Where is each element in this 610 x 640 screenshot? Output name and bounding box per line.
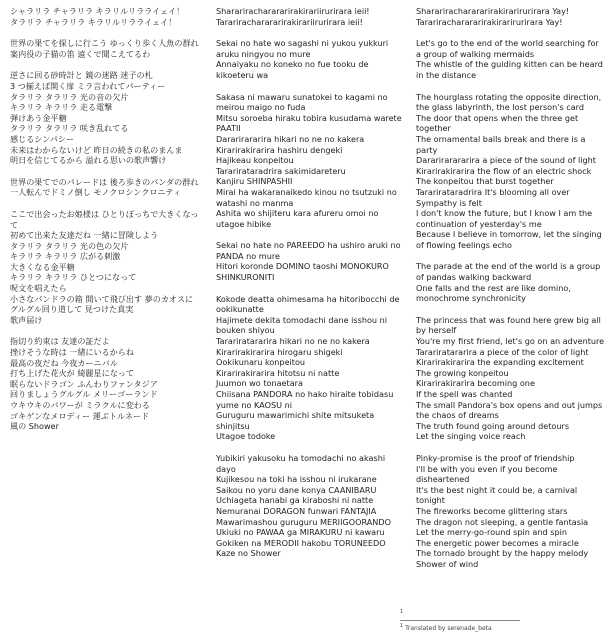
footnote-divider: [400, 620, 520, 621]
japanese-stanza: [10, 177, 200, 198]
japanese-lyric-line: 3 つ揃えば開く扉 ミラ言われてパーティー: [10, 80, 166, 91]
japanese-lyric-line: 明日を信じてるから 溢れる思いの歌声響け: [10, 155, 167, 166]
romaji-stanza: [216, 38, 406, 80]
english-lyric-line: Shower of wind: [416, 558, 479, 569]
english-stanza: [416, 92, 606, 251]
japanese-lyric-line: キラリラ キラリラ ひとつになって: [10, 272, 137, 283]
japanese-lyric-line: 弾けあう金平糖: [10, 112, 67, 123]
english-stanza: [416, 315, 606, 442]
romaji-lyric-line: Ashita wo shijiteru kara afureru omoi no utagoe hibike: [216, 208, 379, 229]
japanese-lyric-line: 一人転んでドミノ倒し モノクロシンクロニティ: [10, 187, 182, 198]
japanese-lyric-line: 最高の夜だね 今夜カーニバル: [10, 357, 118, 368]
english-lyric-line: Kirarirakirarira the expanding excitement: [416, 357, 584, 368]
japanese-lyric-line: 初めて出来た友達だね 一緒に冒険しよう: [10, 230, 159, 241]
english-stanza: [416, 261, 606, 303]
english-lyric-line: The hourglass rotating the opposite direction, the glass labyrinth, the lost person's card: [416, 91, 602, 113]
romaji-lyric-line: Uchiageta hanabi ga kiraboshi ni natte: [216, 495, 374, 506]
japanese-lyric-line: 逆さに回る砂時計と 鏡の迷路 迷子の札: [10, 70, 153, 81]
japanese-stanza: [10, 38, 200, 59]
romaji-lyric-line: Mirai ha wakaranaikedo kinou no tsutzuki no watashi no manma: [216, 186, 397, 208]
english-lyric-line: Let the merry-go-round spin and spin: [416, 527, 567, 538]
english-lyric-line: The whistle of the guiding kitten can be heard in the distance: [416, 59, 603, 80]
english-lyric-line: The ornamental balls break and there is a party: [416, 133, 586, 155]
japanese-lyrics-column: [10, 6, 200, 443]
japanese-lyric-line: 眠らないドラゴン ふんわりファンタジア: [10, 378, 158, 389]
japanese-lyric-line: タラリラ チャラリラ キラリルリラライェイ！: [10, 16, 177, 27]
japanese-lyric-line: 打ち上げた花火が 綺麗星になって: [10, 368, 134, 379]
english-lyric-line: The door that opens when the three get together: [416, 112, 579, 134]
english-lyric-line: You're my first friend, let's go on an adventure: [416, 336, 605, 347]
english-stanza: [416, 6, 606, 27]
japanese-lyric-line: 風の Shower: [10, 421, 59, 432]
english-lyric-line: The truth found going around detours: [416, 420, 570, 431]
english-lyric-line: Sharariracharararirakirarirurirara Yay!: [416, 6, 570, 16]
english-lyric-line: One falls and the rest are like domino, monochrome synchronicity: [416, 282, 571, 304]
romaji-lyric-line: Ukiuki no PAWAA ga MIRAKURU ni kawaru: [216, 527, 385, 538]
romaji-lyric-line: Hajimete dekita tomodachi dane isshou ni bouken shiyou: [216, 314, 387, 336]
romaji-lyric-line: Yubikiri yakusoku ha tomodachi no akashi dayo: [216, 452, 386, 474]
english-lyric-line: The parade at the end of the world is a group of pandas walking backward: [416, 261, 601, 283]
japanese-lyric-line: 指切り約束は 友達の証だよ: [10, 336, 110, 347]
english-lyric-line: Dararirarararira a piece of the sound of light: [416, 155, 596, 166]
english-lyric-line: It's the best night it could be, a carnival tonight: [416, 484, 578, 506]
english-lyric-line: The princess that was found here grew big all by herself: [416, 314, 601, 336]
romaji-lyric-line: Chiisana PANDORA no hako hiraite tobidasu yume no KAOSU ni: [216, 389, 394, 410]
romaji-lyric-line: Kanjiru SHINPASHII: [216, 176, 293, 187]
english-lyric-line: Kirarirakirarira the flow of an electric shock: [416, 165, 592, 176]
japanese-lyric-line: 呪文を唱えたら: [10, 283, 67, 294]
romaji-lyric-line: Sakasa ni mawaru sunatokei to kagami no meirou maigo no fuda: [216, 91, 388, 113]
english-stanza: [416, 38, 606, 80]
english-lyric-line: Tarariracharararirakirarirurirara Yay!: [416, 16, 563, 27]
romaji-stanza: [216, 92, 406, 230]
romaji-lyric-line: Nemuranai DORAGON funwari FANTAJIA: [216, 505, 377, 516]
japanese-lyric-line: タラリラ タラリラ 光の音の欠片: [10, 91, 129, 102]
english-lyric-line: If the spell was chanted: [416, 389, 513, 399]
japanese-lyric-line: グルグル回り道して 見つけた真実: [10, 304, 134, 315]
japanese-lyric-line: 大きくなる金平糖: [10, 261, 75, 272]
english-lyric-line: Let the singing voice reach: [416, 431, 526, 442]
japanese-lyric-line: 歌声届け: [10, 314, 43, 325]
english-lyric-line: The dragon not sleeping, a gentle fantasia: [416, 516, 589, 527]
english-lyric-line: Pinky-promise is the proof of friendship: [416, 452, 575, 463]
romaji-lyric-line: Tarariratararira hikari no ne no kakera: [216, 336, 370, 347]
romaji-lyric-line: Ookikunaru konpeitou: [216, 357, 306, 368]
romaji-lyric-line: Kaze no Shower: [216, 548, 281, 559]
english-lyric-line: The small Pandora's box opens and out jumps the chaos of dreams: [416, 399, 603, 421]
romaji-lyric-line: Mawarimashou guruguru MERIIGOORANDO: [216, 516, 391, 527]
english-lyric-line: I don't know the future, but I know I am the continuation of yesterday's me: [416, 208, 593, 229]
japanese-lyric-line: ゴキゲンなメロディー 運ぶトルネード: [10, 410, 150, 421]
english-lyric-line: The growing konpeitou: [416, 367, 509, 378]
japanese-lyric-line: ウキウキのパワーが ミラクルに変わる: [10, 400, 150, 410]
romaji-lyric-line: Hajikeau konpeitou: [216, 155, 294, 166]
footnote-marker: 1: [400, 609, 404, 615]
english-lyric-line: Tararirataradrira It's blooming all over: [416, 186, 570, 197]
romaji-stanza: [216, 294, 406, 442]
romaji-lyric-line: Juumon wo tonaetara: [216, 378, 303, 389]
romaji-lyric-line: Annaiyaku no koneko no fue tooku de kikoeteru wa: [216, 59, 369, 80]
japanese-lyric-line: 小さなパンドラの箱 開いて飛び出す 夢のカオスに: [10, 293, 194, 304]
english-lyric-line: The fireworks become glittering stars: [416, 505, 568, 516]
japanese-lyric-line: 回りましょうグルグル メリーゴーランド: [10, 389, 158, 400]
japanese-stanza: [10, 336, 200, 431]
english-lyric-line: Sympathy is felt: [416, 197, 482, 208]
japanese-lyric-line: 案内役の子猫の笛 遠くで聞こえてるわ: [10, 48, 151, 59]
romaji-stanza: [216, 6, 406, 27]
english-lyric-line: The tornado brought by the happy melody: [416, 548, 589, 559]
japanese-lyric-line: キラリラ キラリラ 走る電撃: [10, 102, 113, 113]
romaji-lyric-line: Guruguru mawarimichi shite mitsuketa shinjitsu: [216, 410, 375, 431]
footnote-ref: 1: [400, 623, 404, 629]
english-lyric-line: Because I believe in tomorrow, let the singing of flowing feelings echo: [416, 229, 602, 250]
english-lyric-line: Let's go to the end of the world searching for a group of walking mermaids: [416, 38, 599, 59]
footnote-text: [400, 623, 492, 632]
english-lyric-line: The konpeitou that burst together: [416, 176, 554, 187]
english-lyric-line: The energetic power becomes a miracle: [416, 537, 579, 548]
romaji-stanza: [216, 240, 406, 282]
romaji-lyric-line: Sekai no hate wo sagashi ni yukou yukkuri aruku ningyou no mure: [216, 38, 389, 59]
footnote-credit: Translated by serenade_beta: [405, 625, 492, 632]
japanese-lyric-line: 感じるシンパシー: [10, 133, 74, 144]
japanese-lyric-line: キラリラ キラリラ 広がる刺激: [10, 251, 121, 262]
japanese-lyric-line: 世界の果てを探しに行こう ゆっくり歩く人魚の群れ: [10, 38, 199, 49]
romaji-lyric-line: Utagoe todoke: [216, 431, 276, 442]
japanese-lyric-line: タラリラ タラリラ 光の色の欠片: [10, 240, 129, 251]
romaji-lyric-line: Kujikesou na toki ha isshou ni irukarane: [216, 474, 377, 485]
japanese-lyric-line: タラリラ タラリラ 咲き乱れてる: [10, 123, 129, 134]
japanese-lyric-line: ここで出会ったお姫様は ひとりぼっちで大きくなって: [10, 208, 199, 230]
romaji-lyric-line: Hitori koronde DOMINO taoshi MONOKURO SHINKURONITI: [216, 261, 389, 283]
english-lyric-line: Tarariratararira a piece of the color of light: [416, 346, 589, 357]
japanese-stanza: [10, 209, 200, 326]
romaji-lyric-line: Mitsu soroeba hiraku tobira kusudama warete PAATII: [216, 112, 402, 134]
romaji-lyric-line: Kirarirakirarira hitotsu ni natte: [216, 367, 340, 378]
romaji-stanza: [216, 453, 406, 559]
romaji-lyric-line: Kokode deatta ohimesama ha hitoribocchi de ookikunatte: [216, 293, 400, 315]
japanese-stanza: [10, 70, 200, 165]
japanese-lyric-line: 挫けそうな時は 一緒にいるからね: [10, 347, 134, 358]
romaji-lyric-line: Sharariracharararirakirariirurirara ieii!: [216, 6, 370, 16]
romaji-lyric-line: Tarariracharararirakirariirurirara ieii!: [216, 16, 363, 27]
english-lyrics-column: [416, 6, 606, 581]
romaji-lyric-line: Tararirataradrira sakimidareteru: [216, 165, 346, 176]
romaji-lyric-line: Dararirararira hikari no ne no kakera: [216, 133, 365, 144]
romaji-lyric-line: Sekai no hate no PAREEDO ha ushiro aruki no PANDA no mure: [216, 240, 401, 261]
romaji-lyric-line: Kirarirakirarira hashiru dengeki: [216, 144, 343, 155]
japanese-lyric-line: シャラリラ チャラリラ キラリルリラライェイ！: [10, 6, 185, 16]
english-lyric-line: Kirarirakirarira becoming one: [416, 378, 535, 389]
japanese-lyric-line: 世界の果てでのパレードは 後ろ歩きのパンダの群れ: [10, 176, 199, 187]
romaji-lyrics-column: [216, 6, 406, 570]
romaji-lyric-line: Kirarirakirarira hirogaru shigeki: [216, 346, 343, 357]
romaji-lyric-line: Saikou no yoru dane konya CAANIBARU: [216, 484, 377, 495]
japanese-lyric-line: 未来はわからないけど 昨日の続きの私のまんま: [10, 144, 183, 155]
english-stanza: [416, 453, 606, 570]
romaji-lyric-line: Gokiken na MERODII hakobu TORUNEEDO: [216, 537, 386, 548]
english-lyric-line: I'll be with you even if you become disheartened: [416, 463, 558, 485]
japanese-stanza: [10, 6, 200, 27]
